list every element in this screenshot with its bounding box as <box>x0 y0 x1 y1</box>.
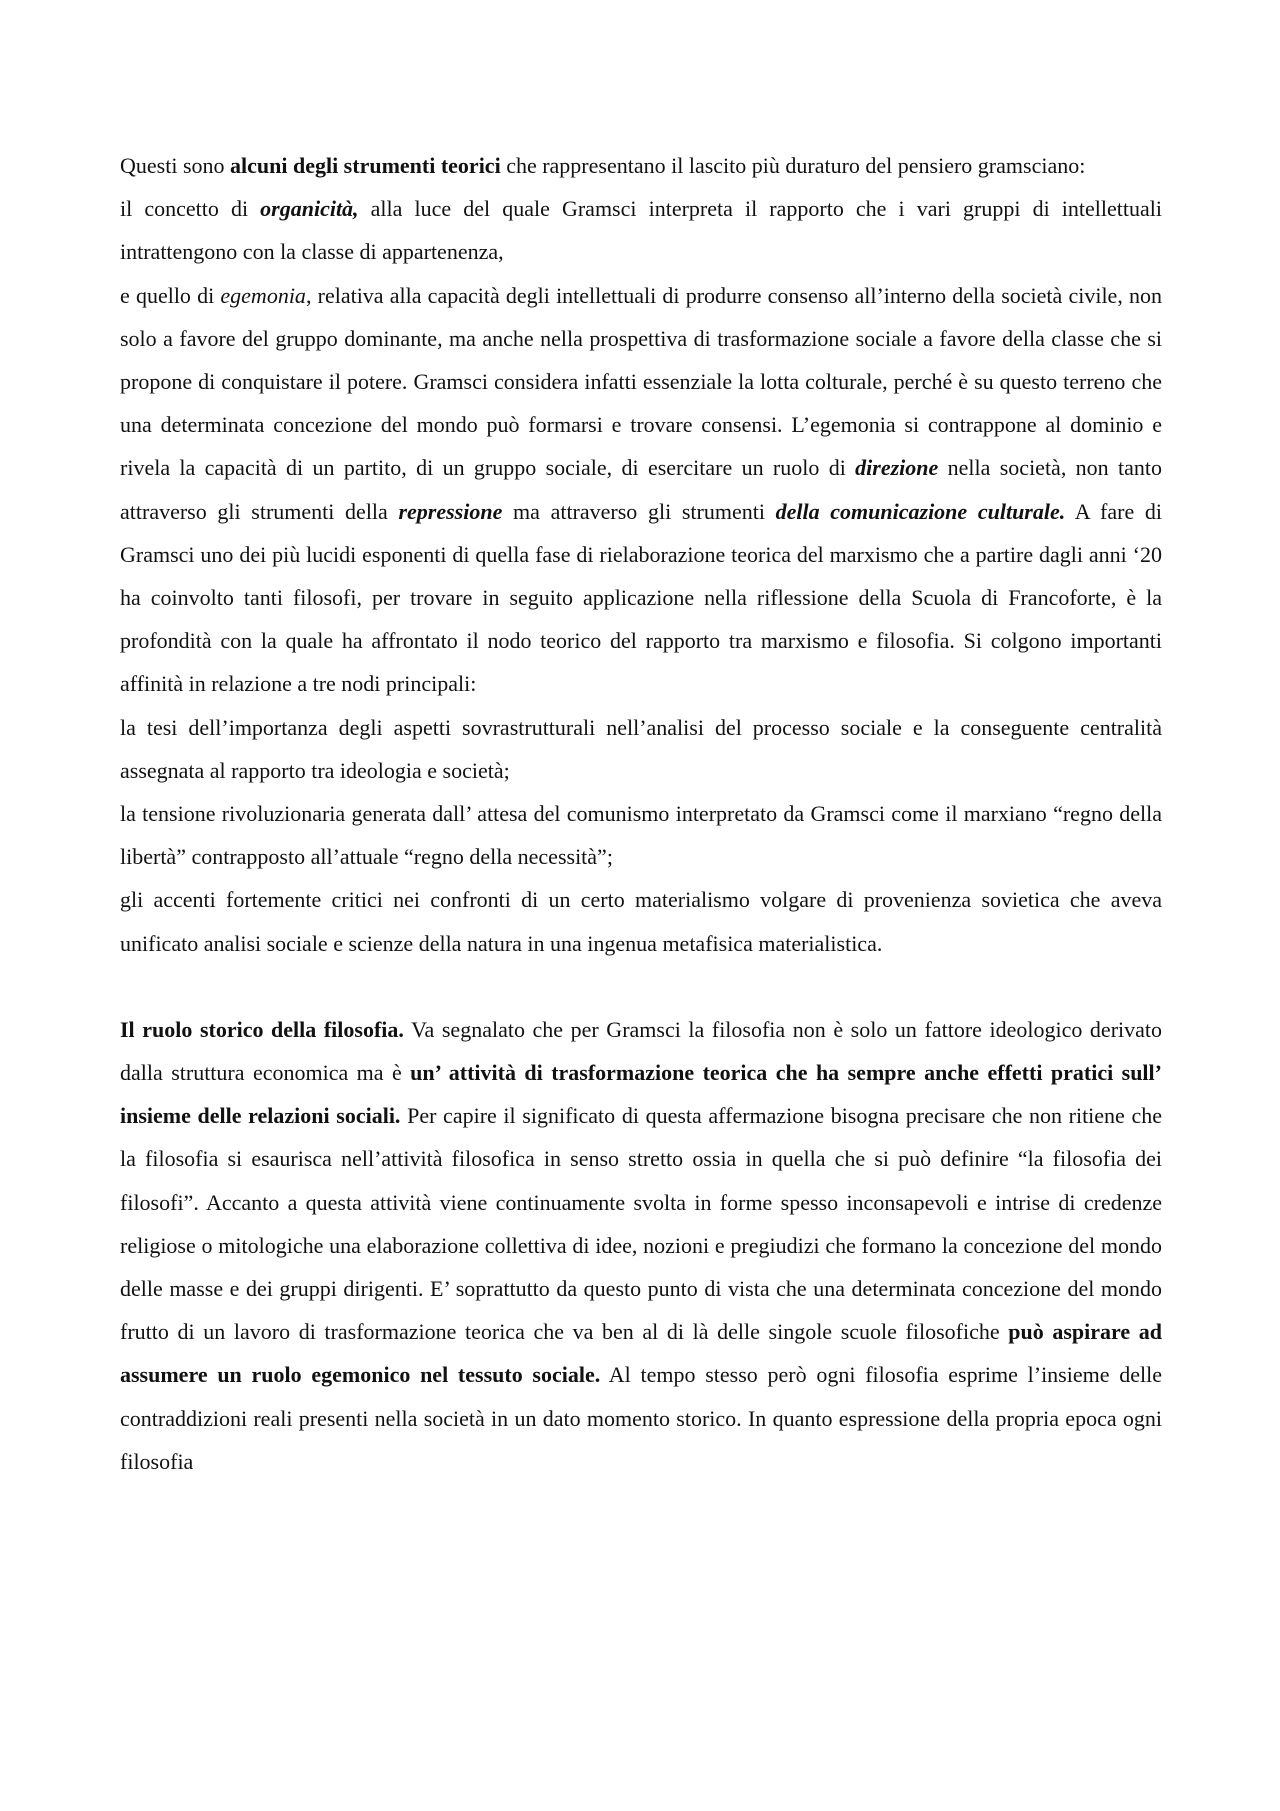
paragraph-spacer <box>120 965 1162 1008</box>
egemonia-text-3: nella società, non tanto attraverso gli strumenti della <box>120 455 1162 524</box>
comunicazione-culturale-term: della comunicazione culturale. <box>775 498 1066 524</box>
paragraph-intro <box>120 144 1162 187</box>
paragraph-organicita <box>120 187 1162 273</box>
intro-text-1: Questi sono <box>120 153 230 178</box>
egemonia-text-1: e quello di <box>120 282 221 308</box>
organicita-text-2: alla luce del quale Gramsci interpreta il rapporto che i vari gruppi di intellettuali intrattengono con la classe di appartenenza, <box>120 196 1162 265</box>
ruolo-text-3: Al tempo stesso però ogni filosofia esprime l’insieme delle contraddizioni reali presenti nella società in un dato momento storico. In quanto espressione della propria epoca ogni filosofia <box>120 1362 1162 1474</box>
intro-text-2: che rappresentano il lascito più duraturo del pensiero gramsciano: <box>500 153 1086 178</box>
document-page <box>120 144 1162 1483</box>
egemonia-text-4: ma attraverso gli strumenti <box>502 498 776 524</box>
ruolo-text-2: Per capire il significato di questa affermazione bisogna precisare che non ritiene che la filosofia si esaurisca nell’attività filosofica in senso stretto ossia in quella che si può definire “la filosofia dei filosofi”. Accanto a questa attività viene continuamente svolta in forme spesso inconsapevoli e intrise di credenze religiose o mitologiche una elaborazione collettiva di idee, nozioni e pregiudizi che formano la concezione del mondo delle masse e dei gruppi dirigenti. E’ soprattutto da questo punto di vista che una determinata concezione del mondo frutto di un lavoro di trasformazione teorica che va ben al di là delle singole scuole filosofiche <box>120 1103 1162 1345</box>
repressione-term: repressione <box>398 498 503 524</box>
paragraph-point-2: la tensione rivoluzionaria generata dall’ attesa del comunismo interpretato da Gramsci come il marxiano “regno della libertà” contrapposto all’attuale “regno della necessità”; <box>120 801 1162 870</box>
paragraph-point-3: gli accenti fortemente critici nei confronti di un certo materialismo volgare di provenienza sovietica che aveva unificato analisi sociale e scienze della natura in una ingenua metafisica materialistica. <box>120 887 1162 956</box>
organicita-text-1: il concetto di <box>120 196 261 222</box>
ruolo-text-1: Va segnalato che per Gramsci la filosofia non è solo un fattore ideologico derivato dalla struttura economica ma è <box>120 1016 1163 1086</box>
intro-bold-strumenti: alcuni degli strumenti teorici <box>230 153 501 178</box>
egemonia-text-2: , relativa alla capacità degli intellettuali di produrre consenso all’interno della società civile, non solo a favore del gruppo dominante, ma anche nella prospettiva di trasformazione sociale a favore della classe che si propone di conquistare il potere. Gramsci considera infatti essenziale la lotta colturale, perché è su questo terreno che una determinata concezione del mondo può formarsi e trovare consensi. L’egemonia si contrappone al dominio e rivela la capacità di un partito, di un gruppo sociale, di esercitare un ruolo di <box>120 282 1163 481</box>
paragraph-egemonia <box>120 274 1162 706</box>
paragraph-point-1: la tesi dell’importanza degli aspetti sovrastrutturali nell’analisi del processo sociale e la conseguente centralità assegnata al rapporto tra ideologia e società; <box>120 714 1162 783</box>
egemonia-text-5: A fare di Gramsci uno dei più lucidi esponenti di quella fase di rielaborazione teorica del marxismo che a partire dagli anni ‘20 ha coinvolto tanti filosofi, per trovare in seguito applicazione nella riflessione della Scuola di Francoforte, è la profondità con la quale ha affrontato il nodo teorico del rapporto tra marxismo e filosofia. Si colgono importanti affinità in relazione a tre nodi principali: <box>120 498 1162 697</box>
paragraph-ruolo-storico <box>120 1008 1162 1483</box>
direzione-term: direzione <box>855 455 939 481</box>
egemonia-term: egemonia <box>220 282 306 308</box>
ruolo-bold-2: può aspirare ad assumere un ruolo egemonico nel tessuto sociale. <box>120 1319 1162 1388</box>
section-heading-ruolo-storico: Il ruolo storico della filosofia. <box>120 1016 404 1042</box>
ruolo-bold-1: un’ attività di trasformazione teorica che ha sempre anche effetti pratici sull’ insieme delle relazioni sociali. <box>120 1060 1162 1129</box>
organicita-term: organicità, <box>260 196 359 222</box>
